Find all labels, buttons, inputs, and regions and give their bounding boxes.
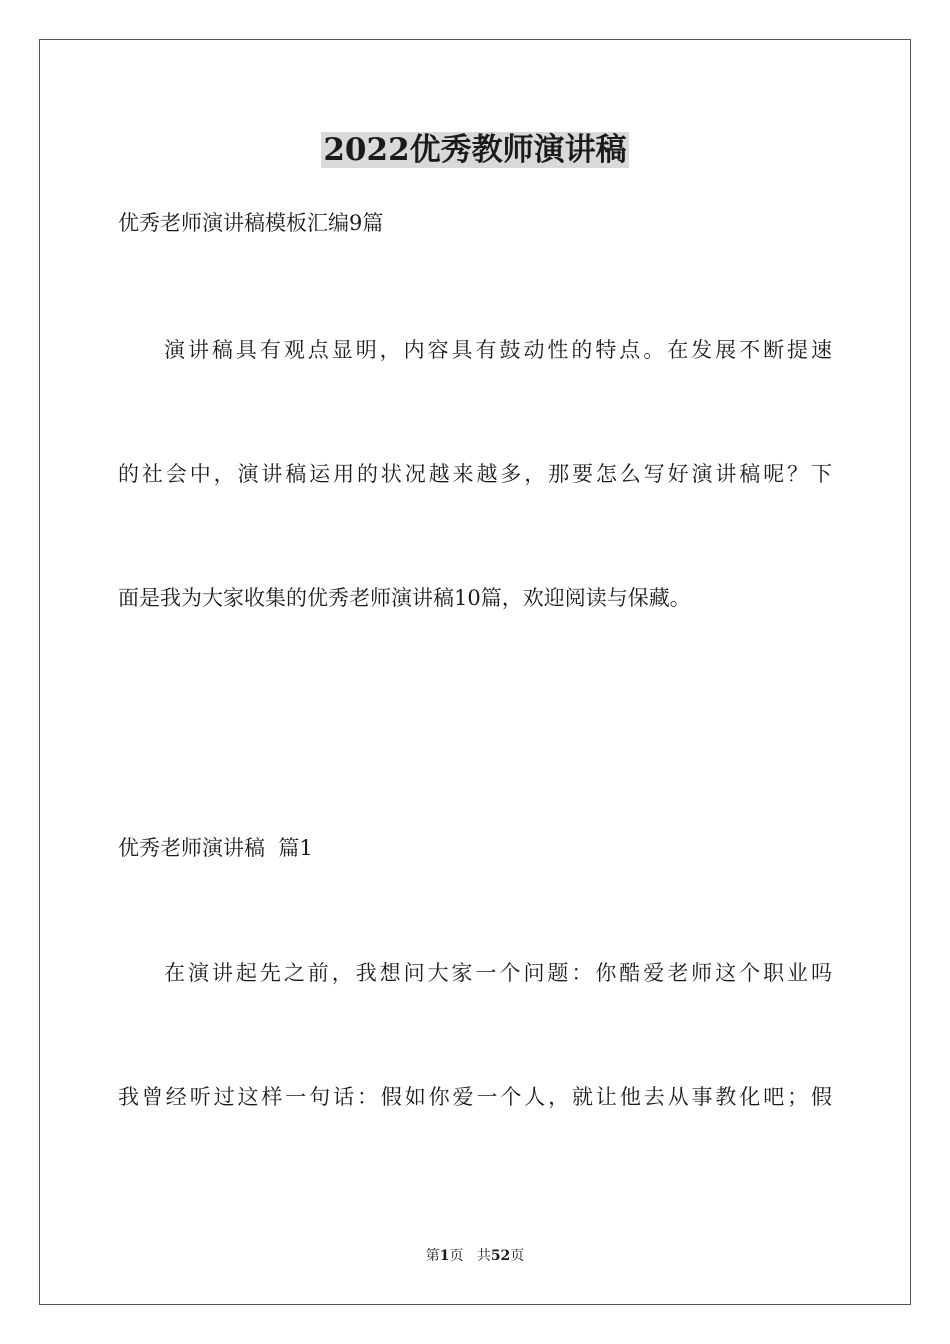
intro-line-2: 的社会中，演讲稿运用的状况越来越多，那要怎么写好演讲稿呢？下 — [118, 462, 832, 486]
document-title-text: 2022优秀教师演讲稿 — [323, 132, 627, 168]
intro-line-3: 面是我为大家收集的优秀老师演讲稿10篇，欢迎阅读与保藏。 — [118, 586, 691, 610]
footer-total-prefix: 共 — [476, 1248, 491, 1264]
page-footer — [0, 1246, 950, 1266]
footer-page-number: 1 — [439, 1248, 450, 1264]
footer-page-prefix: 第 — [425, 1248, 440, 1264]
section-heading: 优秀老师演讲稿 篇1 — [118, 836, 313, 860]
footer-total-pages: 52 — [490, 1248, 511, 1264]
section-line-2: 我曾经听过这样一句话：假如你爱一个人，就让他去从事教化吧；假 — [118, 1085, 832, 1109]
section-line-1: 在演讲起先之前，我想问大家一个问题：你酷爱老师这个职业吗 — [164, 961, 832, 985]
document-subtitle: 优秀老师演讲稿模板汇编9篇 — [118, 211, 384, 235]
footer-total-unit: 页 — [510, 1248, 525, 1264]
footer-page-unit: 页 — [449, 1248, 464, 1264]
document-title — [0, 128, 950, 172]
intro-line-1: 演讲稿具有观点显明，内容具有鼓动性的特点。在发展不断提速 — [164, 338, 832, 362]
